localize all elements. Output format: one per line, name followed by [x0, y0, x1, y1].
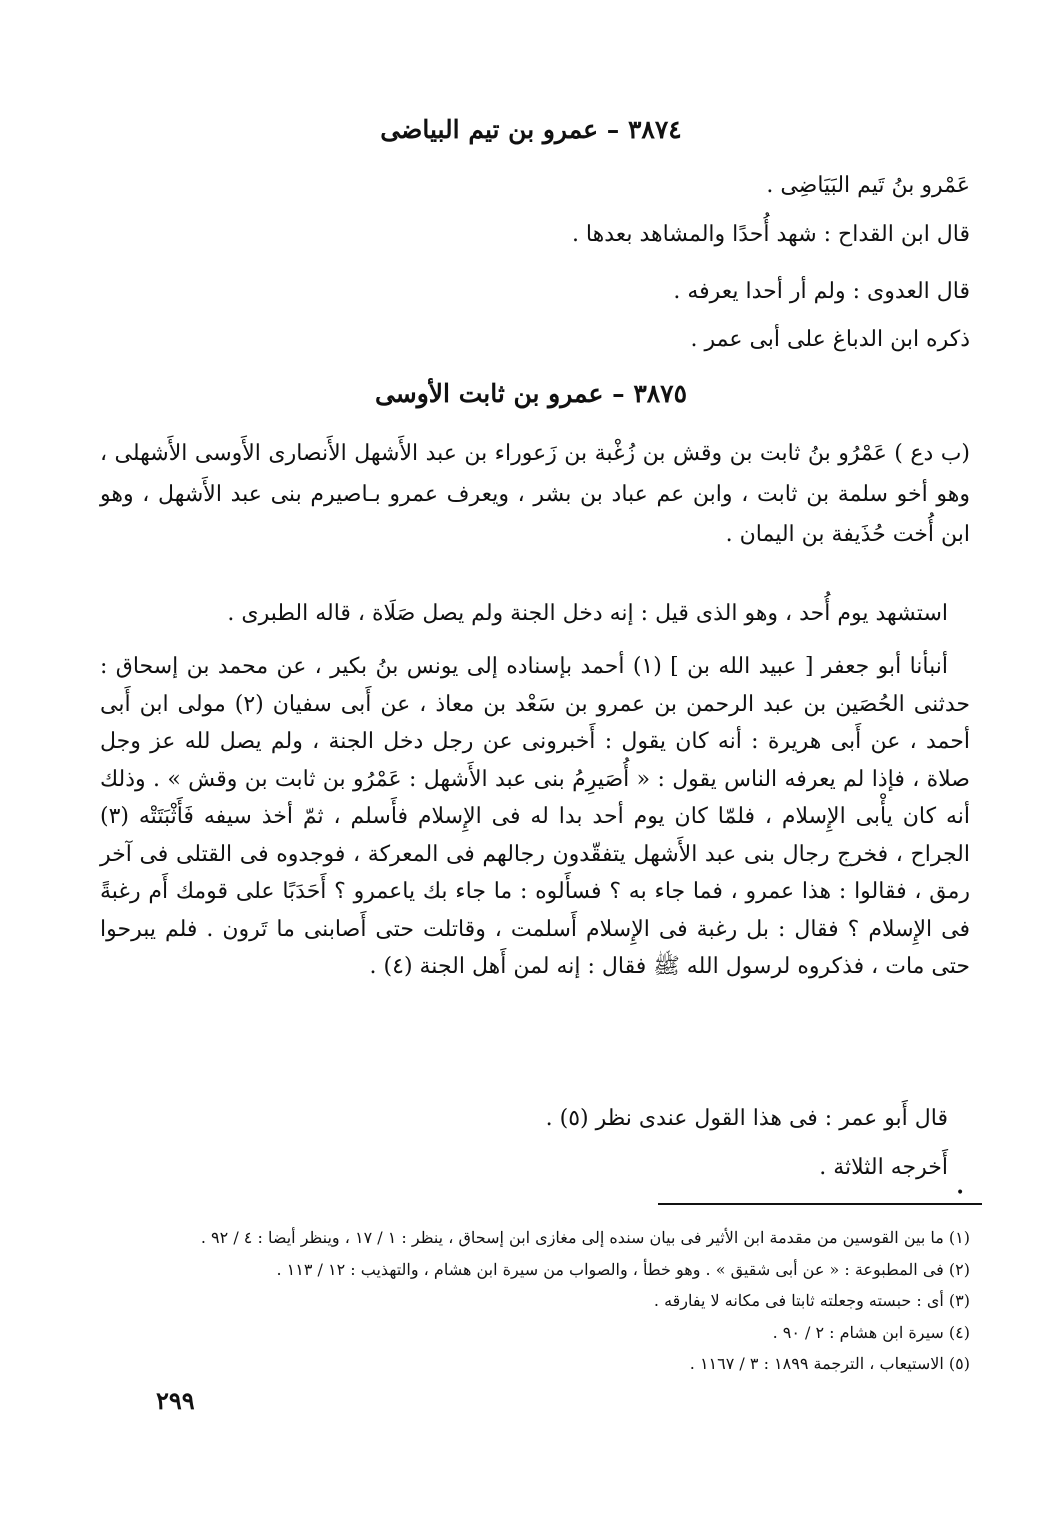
- entry-heading-3874: ٣٨٧٤ – عمرو بن تيم البياضى: [380, 115, 682, 144]
- entry-text-line: قال أَبو عمر : فى هذا القول عندى نظر (٥) .: [545, 1106, 948, 1131]
- page-number: ٢٩٩: [156, 1386, 195, 1415]
- footnote-separator: [658, 1203, 982, 1205]
- footnotes-list: [100, 1222, 970, 1380]
- separator-dot: •: [956, 1185, 965, 1201]
- entry-text-line: قال العدوى : ولم أر أحدا يعرفه .: [673, 279, 970, 304]
- footnote: (١) ما بين القوسين من مقدمة ابن الأثير فى بيان سنده إلى مغازى ابن إسحاق ، ينظر : ١ / ١٧ ، وينظر أيضا : ٤ / ٩٢ .: [200, 1228, 970, 1247]
- entry-paragraph-narration: أنبأنا أبو جعفر [ عبيد الله بن ] (١) أحمد بإسناده إلى يونس بنُ بكير ، عن محمد بن إسحاق : حدثنى الحُصَين بن عبد الرحمن بن عمرو بن سَعْد بن معاذ ، عن أَبى سفيان (٢) مولى ابن أَبى أحمد ، عن أَبى هريرة : أنه كان يقول : أَخبرونى عن رجل دخل الجنة ، ولم يصل لله عز وجل صلاة ، فإذا لم يعرفه الناس يقول : « أُصَيرِمُ بنى عبد الأَشهل : عَمْرُو بن ثابت بن وقش » . وذلك أنه كان يأْبى الإِسلام ، فلمّا كان يوم أحد بدا له فى الإِسلام فأَسلم ، ثمّ أخذ سيفه فَأَثْبَتَتْه (٣) الجراح ، فخرج رجال بنى عبد الأَشهل يتفقّدون رجالهم فى المعركة ، فوجدوه فى القتلى فى آخر رمق ، فقالوا : هذا عمرو ، فما جاء به ؟ فسأَلوه : ما جاء بك ياعمرو ؟ أَحَدَبًا على قومك أَم رغبةً فى الإِسلام ؟ فقال : بل رغبة فى الإِسلام أَسلمت ، وقاتلت حتى أَصابنى ما تَرون . فلم يبرحوا حتى مات ، فذكروه لرسول الله ﷺ فقال : إنه لمن أَهل الجنة (٤) .: [100, 654, 970, 979]
- footnote: (٤) سيرة ابن هشام : ٢ / ٩٠ .: [772, 1322, 970, 1342]
- entry-text-line: ذكره ابن الدباغ على أبى عمر .: [690, 327, 970, 352]
- footnote: (٥) الاستيعاب ، الترجمة ١٨٩٩ : ٣ / ١١٦٧ .: [689, 1354, 970, 1373]
- footnote: (٣) أى : حبسته وجعلته ثابتا فى مكانه لا يفارقه .: [653, 1291, 970, 1310]
- entry-text-line: قال ابن القداح : شهد أُحدًا والمشاهد بعدها .: [571, 222, 970, 247]
- footnote: (٢) فى المطبوعة : « عن أبى شقيق » . وهو خطأ ، والصواب من سيرة ابن هشام ، والتهذيب : ١٢ / ١١٣ .: [276, 1259, 970, 1279]
- entry-heading-3875: ٣٨٧٥ – عمرو بن ثابت الأوسى: [374, 379, 688, 408]
- entry-paragraph-lineage: (ب دع ) عَمْرُو بنُ ثابت بن وقش بن زُغْبة بن زَعوراء بن عبد الأَشهل الأَنصارى الأَوسى الأَشهلى ، وهو أخو سلمة بن ثابت ، وابن عم عباد بن بشر ، ويعرف عمرو بـاصيرم بنى عبد الأَشهل ، وهو ابن أُخت حُذَيفة بن اليمان .: [100, 441, 970, 547]
- entry-text-line: أَخرجه الثلاثة .: [819, 1155, 948, 1180]
- entry-paragraph-martyrdom: استشهد يوم أُحد ، وهو الذى قيل : إنه دخل الجنة ولم يصل صَلَاة ، قاله الطبرى .: [227, 601, 948, 626]
- entry-name-line: عَمْرو بنُ تَيم البَيَاضِى .: [766, 173, 970, 198]
